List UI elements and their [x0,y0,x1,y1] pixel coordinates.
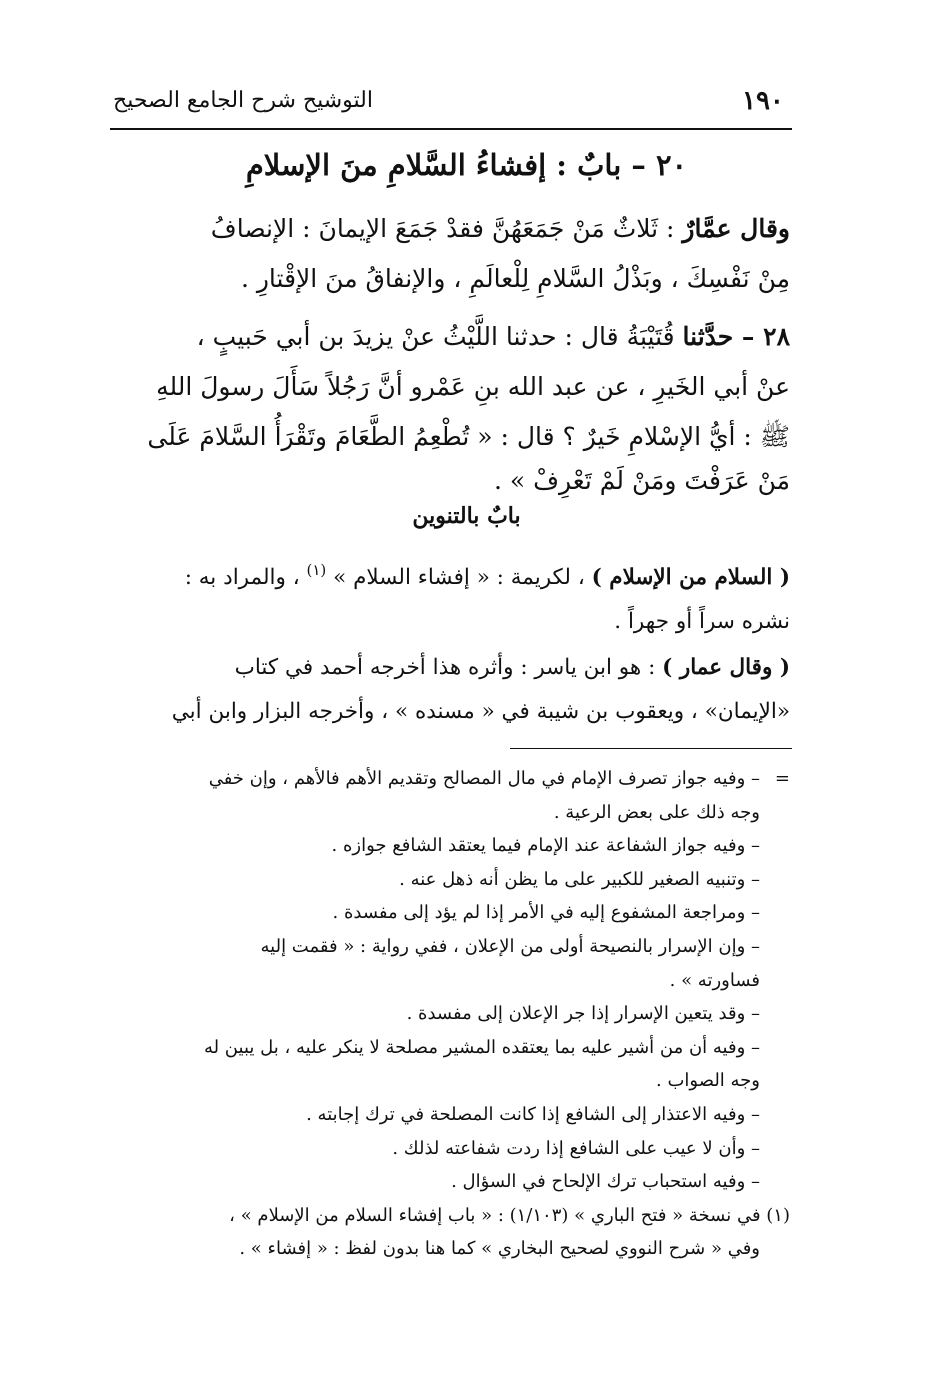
footnote-line: – وفيه أن من أشير عليه بما يعتقده المشير مصلحة لا ينكر عليه ، بل يبين له [203,1036,760,1058]
continuation-marker: = [774,768,790,789]
lemma-bold: ( السلام من الإسلام ) [591,565,790,590]
footnote-line: – وفيه جواز الشفاعة عند الإمام فيما يعتقد الشافع جوازه . [331,835,760,857]
footnote-line: =– وفيه جواز تصرف الإمام في مال المصالح وتقديم الأهم فالأهم ، وإن خفي [108,762,790,796]
matn-text: قال : حدثنا اللَّيْثُ عنْ يزيدَ بن أبي حَبيبٍ ، [196,322,627,351]
chapter-title: ٢٠ – بابٌ : إفشاءُ السَّلامِ منَ الإسلامِ [245,148,688,182]
commentary-line: نشره سراً أو جهراً . [614,609,790,634]
matn-line [108,204,790,254]
narrator-name: قُتَيْبَةُ [626,322,675,351]
footnote-line: – وفيه الاعتذار إلى الشافع إذا كانت المصلحة في ترك إجابته . [306,1103,760,1125]
footnote-1: (١) في نسخة « فتح الباري » (١/١٠٣) : « باب إفشاء السلام من الإسلام » ، [229,1204,790,1226]
commentary-text: : هو ابن ياسر : وأثره هذا أخرجه أحمد في كتاب [234,655,663,680]
commentary-line [108,646,790,690]
footnote-line: فساورته » . [669,969,760,991]
footnote-line: وجه الصواب . [656,1070,760,1092]
footnote-1-cont: وفي « شرح النووي لصحيح البخاري » كما هنا بدون لفظ : « إفشاء » . [239,1237,760,1259]
commentary-line [108,556,790,601]
matn-line: عنْ أبي الخَيرِ ، عن عبد الله بنِ عَمْرو أنَّ رَجُلاً سَأَلَ رسولَ اللهِ [156,372,790,401]
commentary-text: ، لكريمة : « إفشاء السلام » [326,565,592,590]
header-rule [110,128,792,130]
subheading: بابٌ بالتنوين [412,503,521,529]
footnote-ref: (١) [306,561,327,579]
footnote-line: – وإن الإسرار بالنصيحة أولى من الإعلان ، ففي رواية : « فقمت إليه [260,935,760,957]
narrator-bold: وقال عمَّارٌ [682,214,790,243]
page-number: ١٩٠ [742,86,784,116]
footnote-line: – وفيه استحباب ترك الإلحاح في السؤال . [451,1171,760,1193]
footnote-line: – وقد يتعين الإسرار إذا جر الإعلان إلى مفسدة . [406,1003,760,1025]
footnote-separator [510,748,792,749]
lemma-bold: ( وقال عمار ) [662,655,790,680]
footnote-line: وجه ذلك على بعض الرعية . [553,801,760,823]
commentary-text: ، والمراد به : [184,565,307,590]
commentary-line: «الإيمان» ، ويعقوب بن شيبة في « مسنده » ، وأخرجه البزار وابن أبي [171,699,790,724]
running-title: التوشيح شرح الجامع الصحيح [113,88,373,113]
matn-line: مِنْ نَفْسِكَ ، وبَذْلُ السَّلامِ لِلْعالَمِ ، والإنفاقُ منَ الإقْتارِ . [240,264,790,293]
matn-line: مَنْ عَرَفْتَ ومَنْ لَمْ تَعْرِفْ » . [493,466,790,495]
footnote-line: – وأن لا عيب على الشافع إذا ردت شفاعته لذلك . [392,1137,760,1159]
footnote-line: – ومراجعة المشفوع إليه في الأمر إذا لم يؤد إلى مفسدة . [332,902,760,924]
footnote-line: – وتنبيه الصغير للكبير على ما يظن أنه ذهل عنه . [399,868,760,890]
footnotes [108,762,790,1265]
hadith-number: ٢٨ – حدَّثنا [682,322,790,351]
matn-text: : ثَلاثٌ مَنْ جَمَعَهُنَّ فقدْ جَمَعَ الإيمانَ : الإنصافُ [210,214,683,243]
matn-line: ﷺ : أيُّ الإسْلامِ خَيرٌ ؟ قال : « تُطْعِمُ الطَّعَامَ وتَقْرَأُ السَّلامَ عَلَى [147,422,790,451]
matn-line [108,312,790,362]
